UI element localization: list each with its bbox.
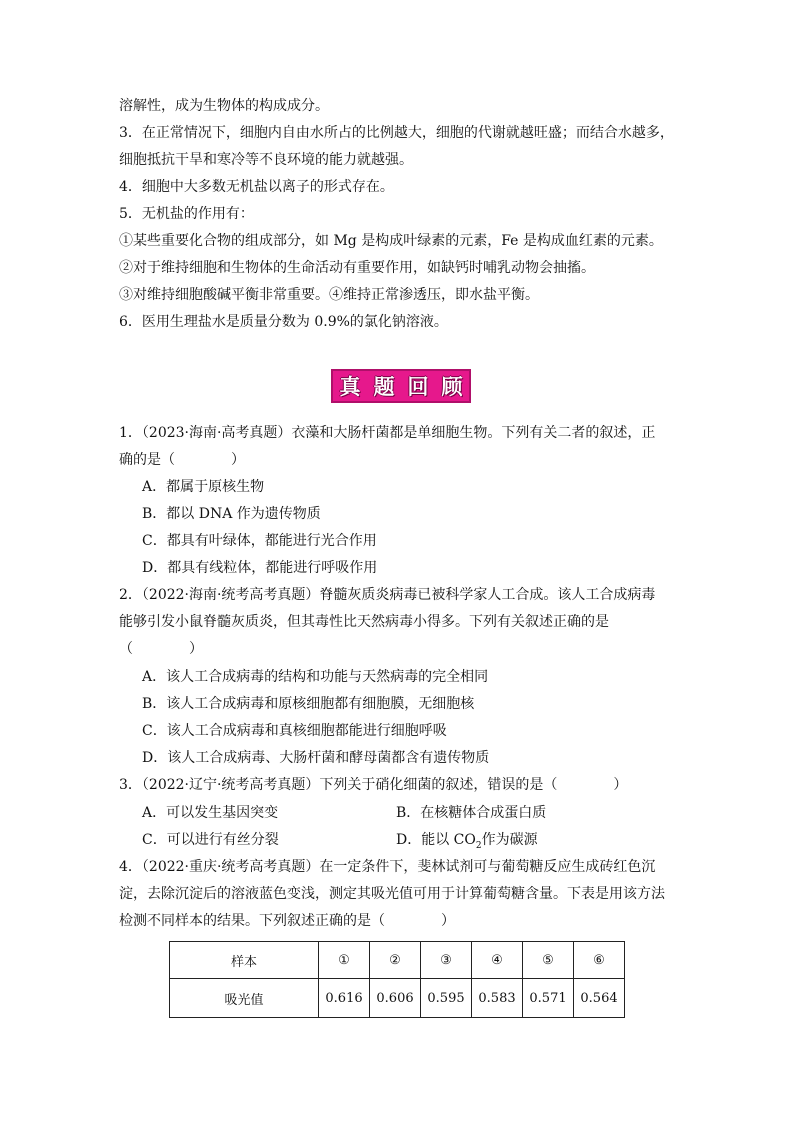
table-cell-value: 0.595	[421, 979, 472, 1018]
table-cell-sample: ④	[472, 942, 523, 979]
q3-option-a: A．可以发生基因突变	[142, 805, 279, 821]
knowledge-line-5: 5．无机盐的作用有：	[119, 206, 254, 222]
table-cell-sample: ⑥	[574, 942, 625, 979]
q2-option-a: A．该人工合成病毒的结构和功能与天然病毒的完全相同	[142, 669, 489, 685]
q2-stem-line-3: （ ）	[119, 641, 203, 657]
table-cell-value: 0.616	[319, 979, 370, 1018]
q4-stem-line-1: 4．（2022·重庆·统考高考真题）在一定条件下，斐林试剂可与葡萄糖反应生成砖红色沉	[119, 859, 656, 875]
knowledge-line-9: 6．医用生理盐水是质量分数为 0.9%的氯化钠溶液。	[119, 314, 448, 330]
knowledge-line-6: ①某些重要化合物的组成部分，如 Mg 是构成叶绿素的元素，Fe 是构成血红素的元素。	[119, 233, 663, 249]
table-cell-sample: ②	[370, 942, 421, 979]
knowledge-line-3: 细胞抵抗干旱和寒冷等不良环境的能力就越强。	[119, 152, 413, 168]
knowledge-line-8: ③对维持细胞酸碱平衡非常重要。④维持正常渗透压，即水盐平衡。	[119, 287, 539, 303]
table-cell-value: 0.606	[370, 979, 421, 1018]
table-cell-sample: ①	[319, 942, 370, 979]
q1-option-a: A．都属于原核生物	[142, 479, 265, 495]
table-cell-sample: ⑤	[523, 942, 574, 979]
knowledge-line-4: 4．细胞中大多数无机盐以离子的形式存在。	[119, 179, 394, 195]
table-cell-value: 0.564	[574, 979, 625, 1018]
q3-option-d-text: D．能以 CO	[396, 832, 476, 848]
q2-option-b: B．该人工合成病毒和原核细胞都有细胞膜，无细胞核	[142, 696, 475, 712]
q4-stem-line-2: 淀，去除沉淀后的溶液蓝色变浅，测定其吸光值可用于计算葡萄糖含量。下表是用该方法	[119, 886, 665, 902]
q1-stem-line-2: 确的是（ ）	[119, 452, 245, 468]
q3-option-d-subscript: 2	[475, 840, 482, 851]
section-banner	[331, 369, 476, 403]
q2-stem-line-2: 能够引发小鼠脊髓灰质炎，但其毒性比天然病毒小得多。下列有关叙述正确的是	[119, 614, 609, 630]
table-header-sample: 样本	[170, 942, 319, 979]
q3-option-d-tail: 作为碳源	[481, 832, 538, 848]
q3-stem: 3．（2022·辽宁·统考高考真题）下列关于硝化细菌的叙述，错误的是（ ）	[119, 777, 628, 793]
q2-stem-line-1: 2．（2022·海南·统考高考真题）脊髓灰质炎病毒已被科学家人工合成。该人工合成病毒	[119, 587, 656, 603]
q1-stem-line-1: 1．（2023·海南·高考真题）衣藻和大肠杆菌都是单细胞生物。下列有关二者的叙述，正	[119, 425, 656, 441]
table-cell-value: 0.583	[472, 979, 523, 1018]
section-banner-title: 真题回顾	[339, 375, 476, 399]
q3-option-b: B．在核糖体合成蛋白质	[396, 805, 547, 821]
q2-option-c: C．该人工合成病毒和真核细胞都能进行细胞呼吸	[142, 723, 447, 739]
q3-option-c: C．可以进行有丝分裂	[142, 832, 279, 848]
q1-option-c: C．都具有叶绿体，都能进行光合作用	[142, 533, 377, 549]
table-header-absorbance: 吸光值	[170, 979, 319, 1018]
knowledge-line-1: 溶解性，成为生物体的构成成分。	[119, 98, 329, 114]
q1-option-b: B．都以 DNA 作为遗传物质	[142, 506, 321, 522]
table-row-absorbance	[170, 979, 625, 1018]
table-cell-value: 0.571	[523, 979, 574, 1018]
table-cell-sample: ③	[421, 942, 472, 979]
knowledge-line-2: 3．在正常情况下，细胞内自由水所占的比例越大，细胞的代谢就越旺盛；而结合水越多，	[119, 125, 674, 141]
q2-option-d: D．该人工合成病毒、大肠杆菌和酵母菌都含有遗传物质	[142, 750, 490, 766]
q4-stem-line-3: 检测不同样本的结果。下列叙述正确的是（ ）	[119, 913, 455, 929]
absorbance-table	[169, 941, 625, 1018]
q1-option-d: D．都具有线粒体，都能进行呼吸作用	[142, 560, 378, 576]
q3-option-d	[396, 831, 538, 855]
table-row-sample	[170, 942, 625, 979]
knowledge-line-7: ②对于维持细胞和生物体的生命活动有重要作用，如缺钙时哺乳动物会抽搐。	[119, 260, 595, 276]
